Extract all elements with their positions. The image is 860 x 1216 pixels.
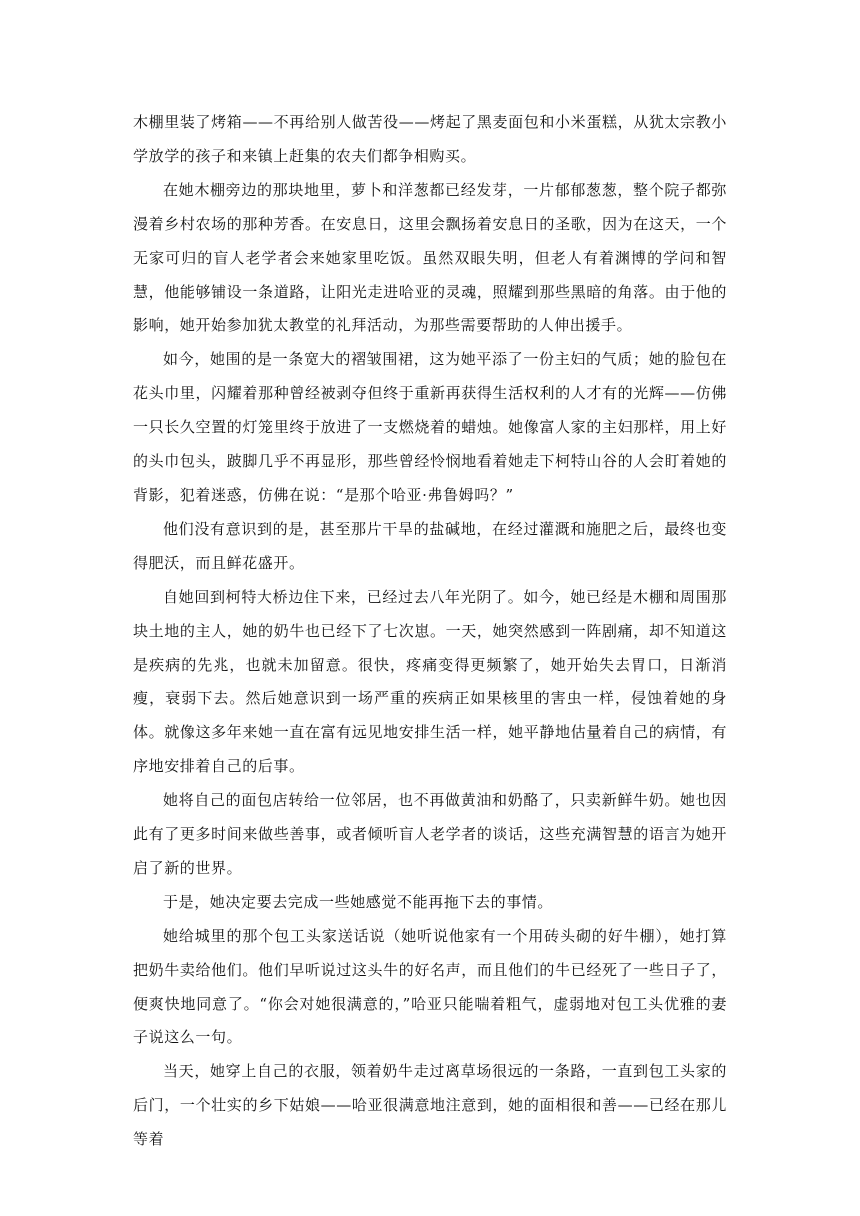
paragraph-6: 她将自己的面包店转给一位邻居，也不再做黄油和奶酪了，只卖新鲜牛奶。她也因此有了更多时间来做些善事，或者倾听盲人老学者的谈话，这些充满智慧的语言为她开启了新的世界。 <box>133 791 727 877</box>
paragraph-4: 他们没有意识到的是，甚至那片干旱的盐碱地，在经过灌溉和施肥之后，最终也变得肥沃，而且鲜花盛开。 <box>133 519 727 572</box>
paragraph-1: 木棚里装了烤箱——不再给别人做苦役——烤起了黑麦面包和小米蛋糕，从犹太宗教小学放学的孩子和来镇上赶集的农夫们都争相购买。 <box>133 113 727 165</box>
paragraph-5: 自她回到柯特大桥边住下来，已经过去八年光阴了。如今，她已经是木棚和周围那块土地的主人，她的奶牛也已经下了七次崽。一天，她突然感到一阵剧痛，却不知道这是疾病的先兆，也就未加留意。很快，疼痛变得更频繁了，她开始失去胃口，日渐消瘦，衰弱下去。然后她意识到一场严重的疾病正如果核里的害虫一样，侵蚀着她的身体。就像这多年来她一直在富有远见地安排生活一样，她平静地估量着自己的病情，有序地安排着自己的后事。 <box>133 587 727 776</box>
paragraph-7: 于是，她决定要去完成一些她感觉不能再拖下去的事情。 <box>163 892 554 911</box>
paragraph-3: 如今，她围的是一条宽大的褶皱围裙，这为她平添了一份主妇的气质；她的脸包在花头巾里，闪耀着那种曾经被剥夺但终于重新再获得生活权利的人才有的光辉——仿佛一只长久空置的灯笼里终于放进了一支燃烧着的蜡烛。她像富人家的主妇那样，用上好的头巾包头，跛脚几乎不再显形，那些曾经怜悯地看着她走下柯特山谷的人会盯着她的背影，犯着迷惑，仿佛在说：“是那个哈亚·弗鲁姆吗？” <box>133 350 727 504</box>
paragraph-8: 她给城里的那个包工头家送话说（她听说他家有一个用砖头砌的好牛棚），她打算把奶牛卖给他们。他们早听说过这头牛的好名声，而且他们的牛已经死了一些日子了，便爽快地同意了。“你会对她很满意的，”哈亚只能喘着粗气，虚弱地对包工头优雅的妻子说这么一句。 <box>133 926 727 1047</box>
paragraph-9: 当天，她穿上自己的衣服，领着奶牛走过离草场很远的一条路，一直到包工头家的后门，一个壮实的乡下姑娘——哈亚很满意地注意到，她的面相很和善——已经在那儿等着 <box>133 1062 727 1149</box>
paragraph-2: 在她木棚旁边的那块地里，萝卜和洋葱都已经发芽，一片郁郁葱葱，整个院子都弥漫着乡村农场的那种芳香。在安息日，这里会飘扬着安息日的圣歌，因为在这天，一个无家可归的盲人老学者会来她家里吃饭。虽然双眼失明，但老人有着渊博的学问和智慧，他能够铺设一条道路，让阳光走进哈亚的灵魂，照耀到那些黑暗的角落。由于他的影响，她开始参加犹太教堂的礼拜活动，为那些需要帮助的人伸出援手。 <box>133 180 727 335</box>
document-page <box>133 106 727 1157</box>
